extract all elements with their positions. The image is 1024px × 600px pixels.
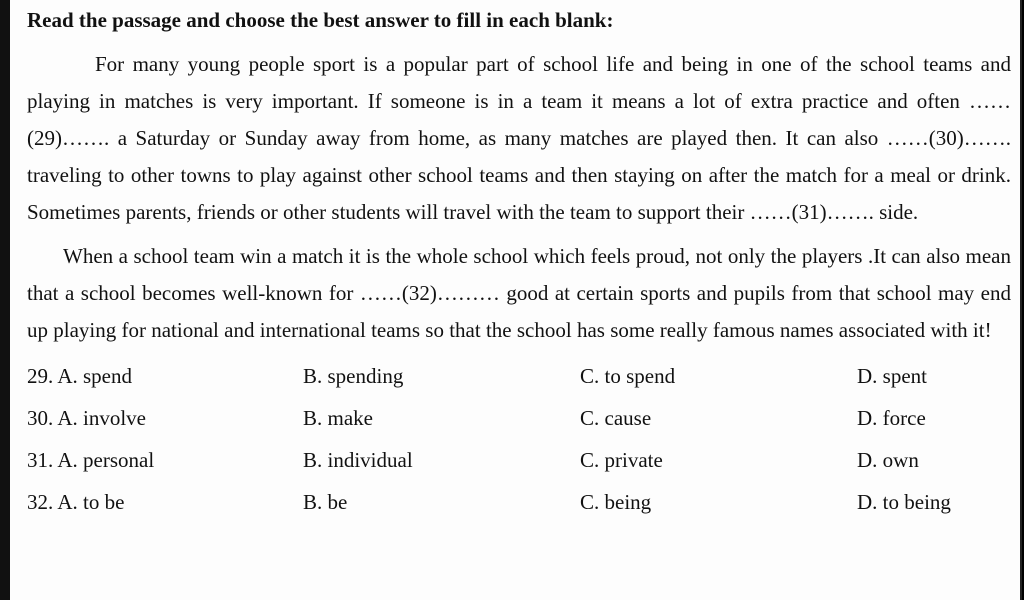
passage-paragraph-1: For many young people sport is a popular part of school life and being in one of the school teams and playing in matches is very important. If someone is in a team it means a lot of extra practice and often ……(29)……. a Saturday or Sunday away from home, as many matches are played then. It can also ……(30)……. traveling to other towns to play against other school teams and then staying on after the match for a meal or drink. Sometimes parents, friends or other students will travel with the team to support their ……(31)……. side. <box>27 52 1011 224</box>
option-30-c[interactable]: C. cause <box>580 406 652 430</box>
option-31-a[interactable]: 31. A. personal <box>27 448 155 472</box>
passage-paragraph-2: When a school team win a match it is the whole school which feels proud, not only the players .It can also mean that a school becomes well-known for ……(32)……… good at certain sports and pupils from that school may end up playing for national and international teams so that the school has some really famous names associated with it! <box>27 244 1011 342</box>
question-31-row <box>27 439 1011 481</box>
option-30-a[interactable]: 30. A. involve <box>27 406 146 430</box>
option-29-a[interactable]: 29. A. spend <box>27 364 132 388</box>
option-29-b[interactable]: B. spending <box>303 364 404 388</box>
option-32-a[interactable]: 32. A. to be <box>27 490 125 514</box>
option-32-b[interactable]: B. be <box>303 490 348 514</box>
instruction-heading: Read the passage and choose the best answer to fill in each blank: <box>27 8 614 32</box>
option-32-d[interactable]: D. to being <box>857 490 951 514</box>
worksheet-page <box>10 0 1022 600</box>
option-32-c[interactable]: C. being <box>580 490 652 514</box>
question-30-row <box>27 397 1011 439</box>
option-31-c[interactable]: C. private <box>580 448 663 472</box>
option-30-d[interactable]: D. force <box>857 406 926 430</box>
option-30-b[interactable]: B. make <box>303 406 373 430</box>
photo-edge-left <box>0 0 10 600</box>
option-29-d[interactable]: D. spent <box>857 364 927 388</box>
option-29-c[interactable]: C. to spend <box>580 364 676 388</box>
option-31-d[interactable]: D. own <box>857 448 919 472</box>
exercise-content <box>27 6 1011 523</box>
answer-options <box>27 355 1011 523</box>
photo-edge-right <box>1020 0 1022 600</box>
question-29-row <box>27 355 1011 397</box>
question-32-row <box>27 481 1011 523</box>
option-31-b[interactable]: B. individual <box>303 448 413 472</box>
